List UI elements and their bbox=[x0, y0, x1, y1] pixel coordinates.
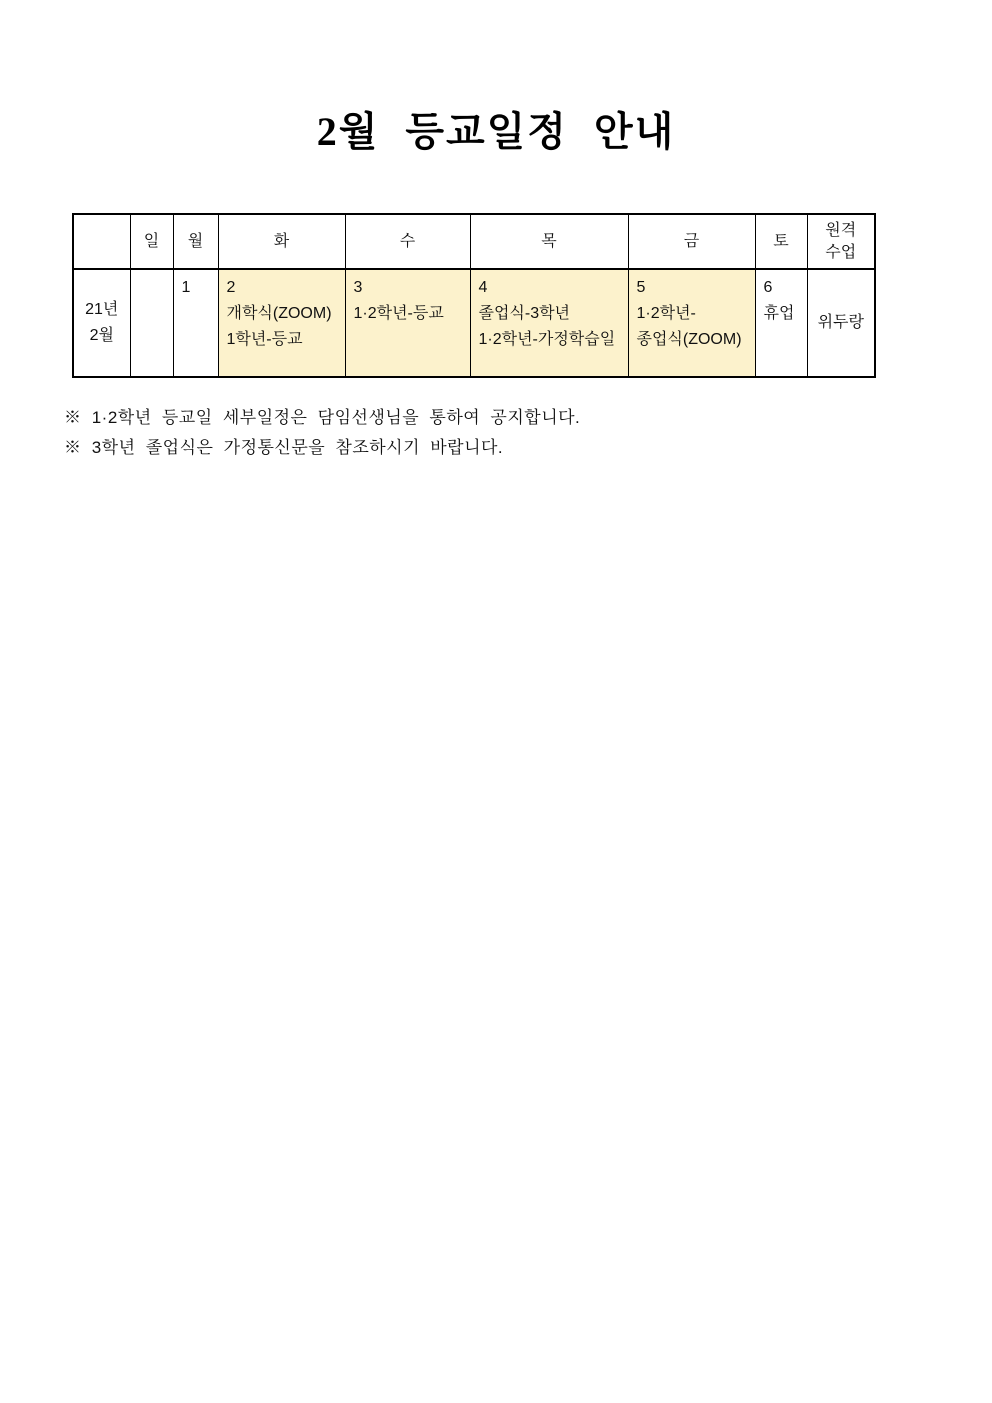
header-cell-wednesday: 수 bbox=[345, 214, 470, 269]
header-cell-thursday: 목 bbox=[470, 214, 628, 269]
note-item: ※ 1·2학년 등교일 세부일정은 담임선생님을 통하여 공지합니다. bbox=[64, 408, 581, 427]
schedule-table bbox=[72, 213, 876, 378]
cell-friday: 5 1·2학년- 종업식(ZOOM) bbox=[628, 269, 755, 377]
cell-remote-class: 위두랑 bbox=[807, 269, 875, 377]
table-header-row bbox=[73, 214, 875, 269]
header-cell-tuesday: 화 bbox=[218, 214, 345, 269]
note-item: ※ 3학년 졸업식은 가정통신문을 참조하시기 바랍니다. bbox=[64, 438, 504, 457]
header-corner-cell bbox=[73, 214, 130, 269]
period-label-cell: 21년 2월 bbox=[73, 269, 130, 377]
document-title: 2월 등교일정 안내 bbox=[316, 109, 676, 154]
header-cell-sunday: 일 bbox=[130, 214, 173, 269]
notes-section bbox=[64, 403, 580, 463]
cell-sunday bbox=[130, 269, 173, 377]
header-cell-remote-class: 원격 수업 bbox=[807, 214, 875, 269]
cell-thursday: 4 졸업식-3학년 1·2학년-가정학습일 bbox=[470, 269, 628, 377]
header-cell-saturday: 토 bbox=[755, 214, 807, 269]
cell-monday: 1 bbox=[173, 269, 218, 377]
cell-wednesday: 3 1·2학년-등교 bbox=[345, 269, 470, 377]
cell-tuesday: 2 개학식(ZOOM) 1학년-등교 bbox=[218, 269, 345, 377]
cell-saturday: 6 휴업 bbox=[755, 269, 807, 377]
schedule-row bbox=[73, 269, 875, 377]
header-cell-friday: 금 bbox=[628, 214, 755, 269]
header-cell-monday: 월 bbox=[173, 214, 218, 269]
